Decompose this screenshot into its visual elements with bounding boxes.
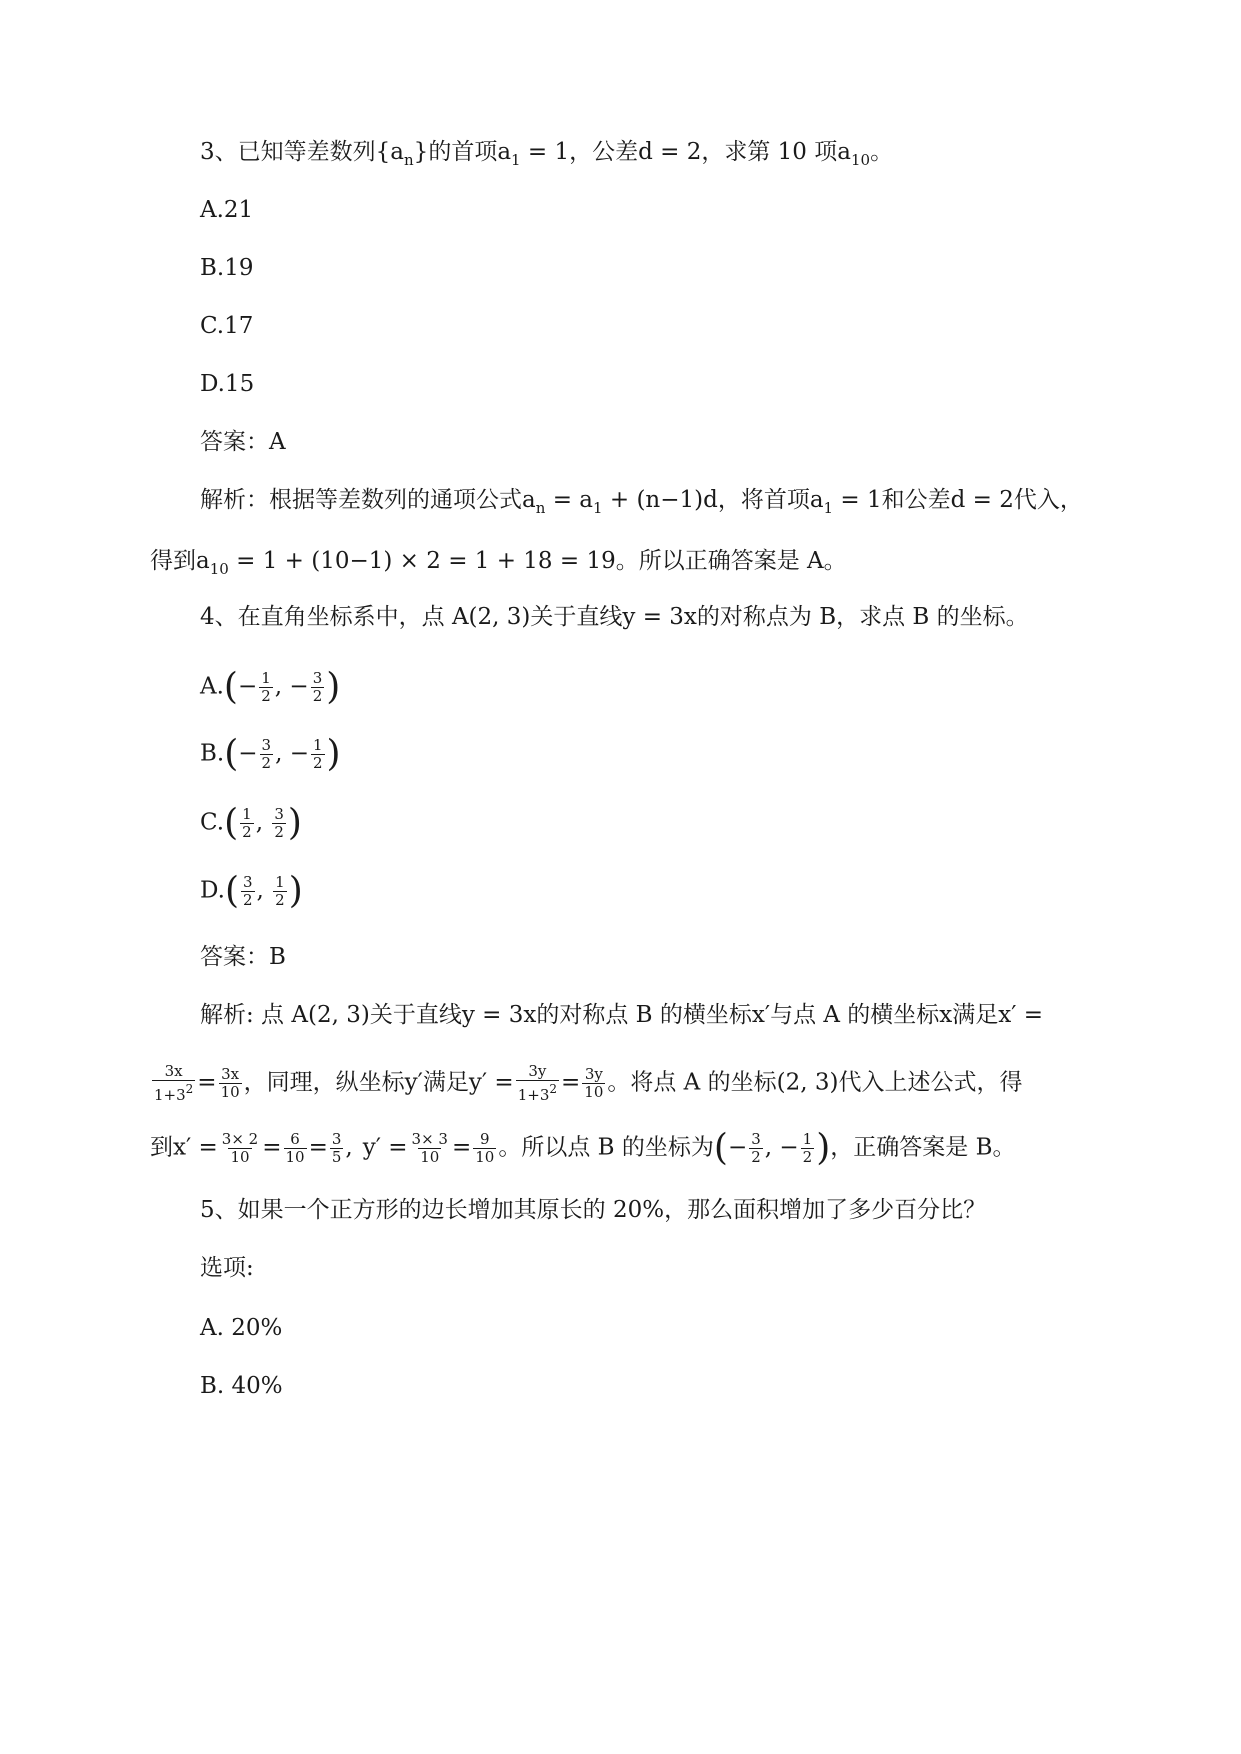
q4-analysis-text: 。将点 A 的坐标(2, 3)代入上述公式，得 bbox=[607, 1069, 1023, 1096]
q4-option-d: D.( $\frac{3}{2}$ , $\frac{1}{2}$ ) bbox=[200, 870, 303, 912]
q4-analysis-line2: $\frac{3x}{1+3^2}$ = $\frac{3x}{10}$ ，同理，纵坐标y′满足y′ = $\frac{3y}{1+3^2}$ = $\frac{3y}{10}$ 。将点 A 的坐标(2, 3)代入上述公式，得 bbox=[154, 1062, 1023, 1104]
q3-analysis-text: 代入， bbox=[1013, 487, 1083, 513]
q4-stem-text: 的对称点为 B，求点 B 的坐标。 bbox=[696, 604, 1029, 630]
q4-option-label: B. bbox=[200, 740, 225, 767]
q4-analysis-text: ，同理，纵坐标 bbox=[243, 1069, 405, 1096]
q5-stem: 5、如果一个正方形的边长增加其原长的 20%，那么面积增加了多少百分比？ bbox=[200, 1197, 987, 1223]
q4-option-label: A. bbox=[200, 673, 224, 700]
q4-analysis-text: 满足 bbox=[422, 1069, 469, 1096]
q3-answer: 答案：A bbox=[200, 429, 286, 455]
q3-analysis-text: ，将首项 bbox=[717, 487, 810, 513]
q3-option-a: A.21 bbox=[200, 197, 254, 223]
q4-analysis-text: 到 bbox=[150, 1134, 173, 1161]
q4-analysis-line3: 到x′ = $\frac{3\times 2}{10}$ = $\frac{6}{10}$ = $\frac{3}{5}$ , y′ = $\frac{3\times 3}{10}$ = $\frac{9}{10}$ 。所以点 B 的坐标为(− $\frac{3}{2}$ , − $\frac{1}{2}$ )，正确答案是 B。 bbox=[150, 1127, 1016, 1169]
q4-analysis-line1: 解析: 点 A(2, 3)关于直线y = 3x的对称点 B 的横坐标x′与点 A 的横坐标x满足x′ = bbox=[200, 1002, 1044, 1028]
q4-analysis-text: 满足 bbox=[952, 1002, 999, 1028]
q3-analysis: 解析：根据等差数列的通项公式$a_n = a_1 + (n-1)d$，将首项$a_1 = 1$和公差d = 2代入， bbox=[200, 487, 1083, 517]
q4-option-b: B.(− $\frac{3}{2}$ , − $\frac{1}{2}$ ) bbox=[200, 733, 341, 775]
q4-analysis-text: ，正确答案是 B。 bbox=[830, 1134, 1016, 1161]
q3-analysis-text: 。所以正确答案是 A。 bbox=[615, 548, 847, 574]
q3-option-c: C.17 bbox=[200, 313, 254, 339]
q5-options-label: 选项: bbox=[200, 1255, 254, 1281]
q3-analysis-text: 得到 bbox=[150, 548, 196, 574]
q3-analysis-text: 和公差 bbox=[881, 487, 951, 513]
q4-option-label: C. bbox=[200, 809, 225, 836]
q4-analysis-text: 。所以点 B 的坐标为 bbox=[498, 1134, 714, 1161]
q4-stem-text: 4、在直角坐标系中，点 A(2, 3)关于直线 bbox=[200, 604, 623, 630]
q3-option-b: B.19 bbox=[200, 255, 254, 281]
q4-analysis-text: 与点 A 的横坐标 bbox=[770, 1002, 940, 1028]
q4-answer: 答案：B bbox=[200, 944, 286, 970]
q4-analysis-text: 的对称点 B 的横坐标 bbox=[536, 1002, 752, 1028]
q3-stem-text: ，公差 bbox=[569, 139, 639, 165]
q4-analysis-text: 解析: 点 A(2, 3)关于直线 bbox=[200, 1002, 462, 1028]
q3-analysis-text: 解析：根据等差数列的通项公式 bbox=[200, 487, 522, 513]
q5-option-b: B. 40% bbox=[200, 1373, 283, 1399]
q4-option-a: A.(− $\frac{1}{2}$ , − $\frac{3}{2}$ ) bbox=[200, 666, 341, 708]
q4-option-label: D. bbox=[200, 877, 225, 904]
q3-option-d: D.15 bbox=[200, 371, 255, 397]
q3-stem-text: 。 bbox=[870, 139, 894, 165]
q3-stem-text: 的首项 bbox=[428, 139, 498, 165]
q4-option-c: C.( $\frac{1}{2}$ , $\frac{3}{2}$ ) bbox=[200, 802, 302, 844]
q3-stem-text: ，求第 10 项 bbox=[701, 139, 838, 165]
q3-stem-text: 3、已知等差数列 bbox=[200, 139, 376, 165]
q3-analysis-line2: 得到$a_{10} = 1 + (10-1) \times 2 = 1 + 18 = 19$。所以正确答案是 A。 bbox=[150, 548, 847, 578]
q3-stem: 3、已知等差数列$\{a_n\}$的首项$a_1 = 1$，公差d = 2，求第 10 项$a_{10}$。 bbox=[200, 139, 894, 169]
q4-stem: 4、在直角坐标系中，点 A(2, 3)关于直线y = 3x的对称点为 B，求点 B 的坐标。 bbox=[200, 604, 1029, 630]
q5-option-a: A. 20% bbox=[200, 1315, 283, 1341]
